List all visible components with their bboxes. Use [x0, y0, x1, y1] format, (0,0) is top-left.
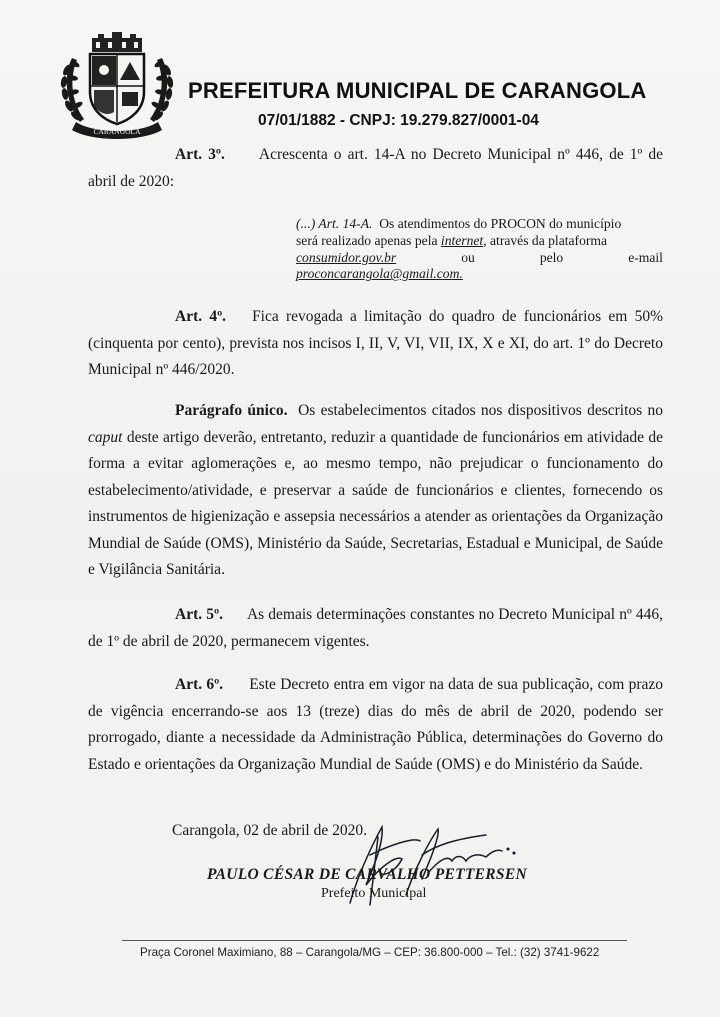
- article-6-label: Art. 6º.: [175, 676, 224, 693]
- article-5-text: As demais determinações constantes no Decreto Municipal nº 446, de 1º de abril de 2020, permanecem vigentes.: [88, 606, 663, 650]
- quote-prefix: (...) Art. 14-A.: [296, 216, 373, 231]
- paragrafo-text-b: deste artigo deverão, entretanto, reduzir a quantidade de funcionários em atividade de forma a evitar aglomerações e, ao mesmo tempo, não prejudicar o funcionamento do estabelecimento/atividade, e preservar a saúde de funcionários e clientes, fornecendo os instrumentos de higienização e assepsia necessários a atender as orientações da Organização Mundial de Saúde (OMS), Ministério da Saúde, Secretarias, Estadual e Municipal, de Saúde e Vigilância Sanitária.: [88, 428, 663, 578]
- quote-line1: Os atendimentos do PROCON do município: [379, 216, 622, 231]
- paragrafo-label: Parágrafo único.: [175, 402, 288, 419]
- article-6-text: Este Decreto entra em vigor na data de sua publicação, com prazo de vigência encerrando-se aos 13 (treze) dias do mês de abril de 2020, podendo ser prorrogado, diante a necessidade da Administração Pública, determinações do Governo do Estado e orientações da Organização Mundial de Saúde (OMS) e do Ministério da Saúde.: [88, 676, 664, 773]
- quote-email-word: e-mail: [628, 249, 663, 265]
- quote-by: pelo: [539, 249, 564, 265]
- article-4-label: Art. 4º.: [175, 308, 227, 325]
- article-3: [88, 142, 663, 195]
- procon-email-link[interactable]: proconcarangola@gmail.com.: [296, 266, 463, 282]
- article-4: [88, 304, 663, 384]
- article-5: [88, 602, 663, 655]
- signatory-name: PAULO CÉSAR DE CARVALHO PETTERSEN: [207, 866, 527, 883]
- article-3-text: Acrescenta o art. 14-A no Decreto Municipal nº 446, de 1º de abril de 2020:: [88, 146, 663, 190]
- article-4-text: Fica revogada a limitação do quadro de funcionários em 50% (cinquenta por cento), prevista nos incisos I, II, V, VI, VII, IX, X e XI, do art. 1º do Decreto Municipal nº 446/2020.: [88, 308, 663, 378]
- closing-date: Carangola, 02 de abril de 2020.: [172, 822, 367, 839]
- page-title: PREFEITURA MUNICIPAL DE CARANGOLA: [188, 78, 647, 103]
- quote-line2a: será realizado apenas pela: [296, 232, 441, 248]
- quote-line2b: , através da plataforma: [483, 232, 608, 248]
- crest-banner-text: CARANGOLA: [93, 127, 141, 136]
- article-14a-quote: [296, 216, 663, 283]
- paragrafo-unico: [88, 398, 663, 584]
- signatory-role: Prefeito Municipal: [321, 886, 427, 901]
- municipal-crest-icon: [58, 30, 176, 142]
- paragrafo-caput: caput: [88, 428, 123, 446]
- article-6: [88, 672, 663, 778]
- footer-address: Praça Coronel Maximiano, 88 – Carangola/MG – CEP: 36.800-000 – Tel.: (32) 3741-9622: [140, 946, 600, 959]
- paragrafo-text-a: Os estabelecimentos citados nos dispositivos descritos no: [298, 402, 663, 419]
- article-3-label: Art. 3º.: [175, 146, 225, 163]
- article-5-label: Art. 5º.: [175, 606, 223, 623]
- footer-divider: [122, 940, 627, 941]
- quote-internet: internet: [440, 232, 484, 248]
- page-subtitle: 07/01/1882 - CNPJ: 19.279.827/0001-04: [258, 112, 539, 129]
- quote-or: ou: [461, 249, 475, 265]
- consumidor-link[interactable]: consumidor.gov.br: [296, 249, 397, 265]
